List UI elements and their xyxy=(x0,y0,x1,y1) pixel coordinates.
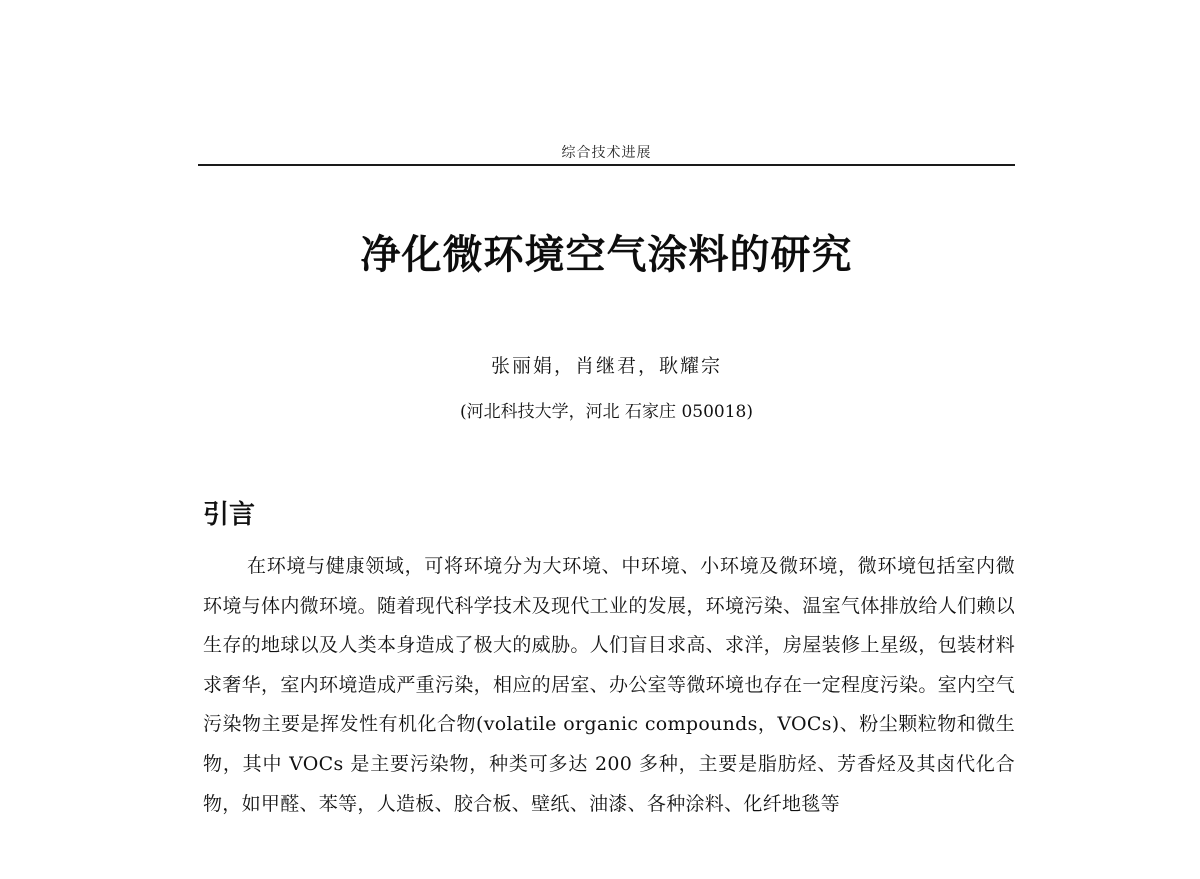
header-divider xyxy=(198,164,1015,166)
section-heading: 引言 xyxy=(203,500,256,530)
author-affiliation: (河北科技大学，河北 石家庄 050018) xyxy=(460,402,753,422)
paper-title: 净化微环境空气涂料的研究 xyxy=(360,232,853,278)
body-paragraph: 在环境与健康领域，可将环境分为大环境、中环境、小环境及微环境，微环境包括室内微环境与体内微环境。随着现代科学技术及现代工业的发展，环境污染、温室气体排放给人们赖以生存的地球以及人类本身造成了极大的威胁。人们盲目求高、求洋，房屋装修上星级，包装材料求奢华，室内环境造成严重污染，相应的居室、办公室等微环境也存在一定程度污染。室内空气污染物主要是挥发性有机化合物(volatile organic compounds，VOCs)、粉尘颗粒物和微生物，其中 VOCs 是主要污染物，种类可多达 200 多种，主要是脂肪烃、芳香烃及其卤代化合物，如甲醛、苯等，人造板、胶合板、壁纸、油漆、各种涂料、化纤地毯等 xyxy=(203,555,1015,815)
running-header xyxy=(198,143,1015,166)
author-list: 张丽娟，肖继君，耿耀宗 xyxy=(490,355,722,377)
journal-section-label: 综合技术进展 xyxy=(561,145,652,161)
